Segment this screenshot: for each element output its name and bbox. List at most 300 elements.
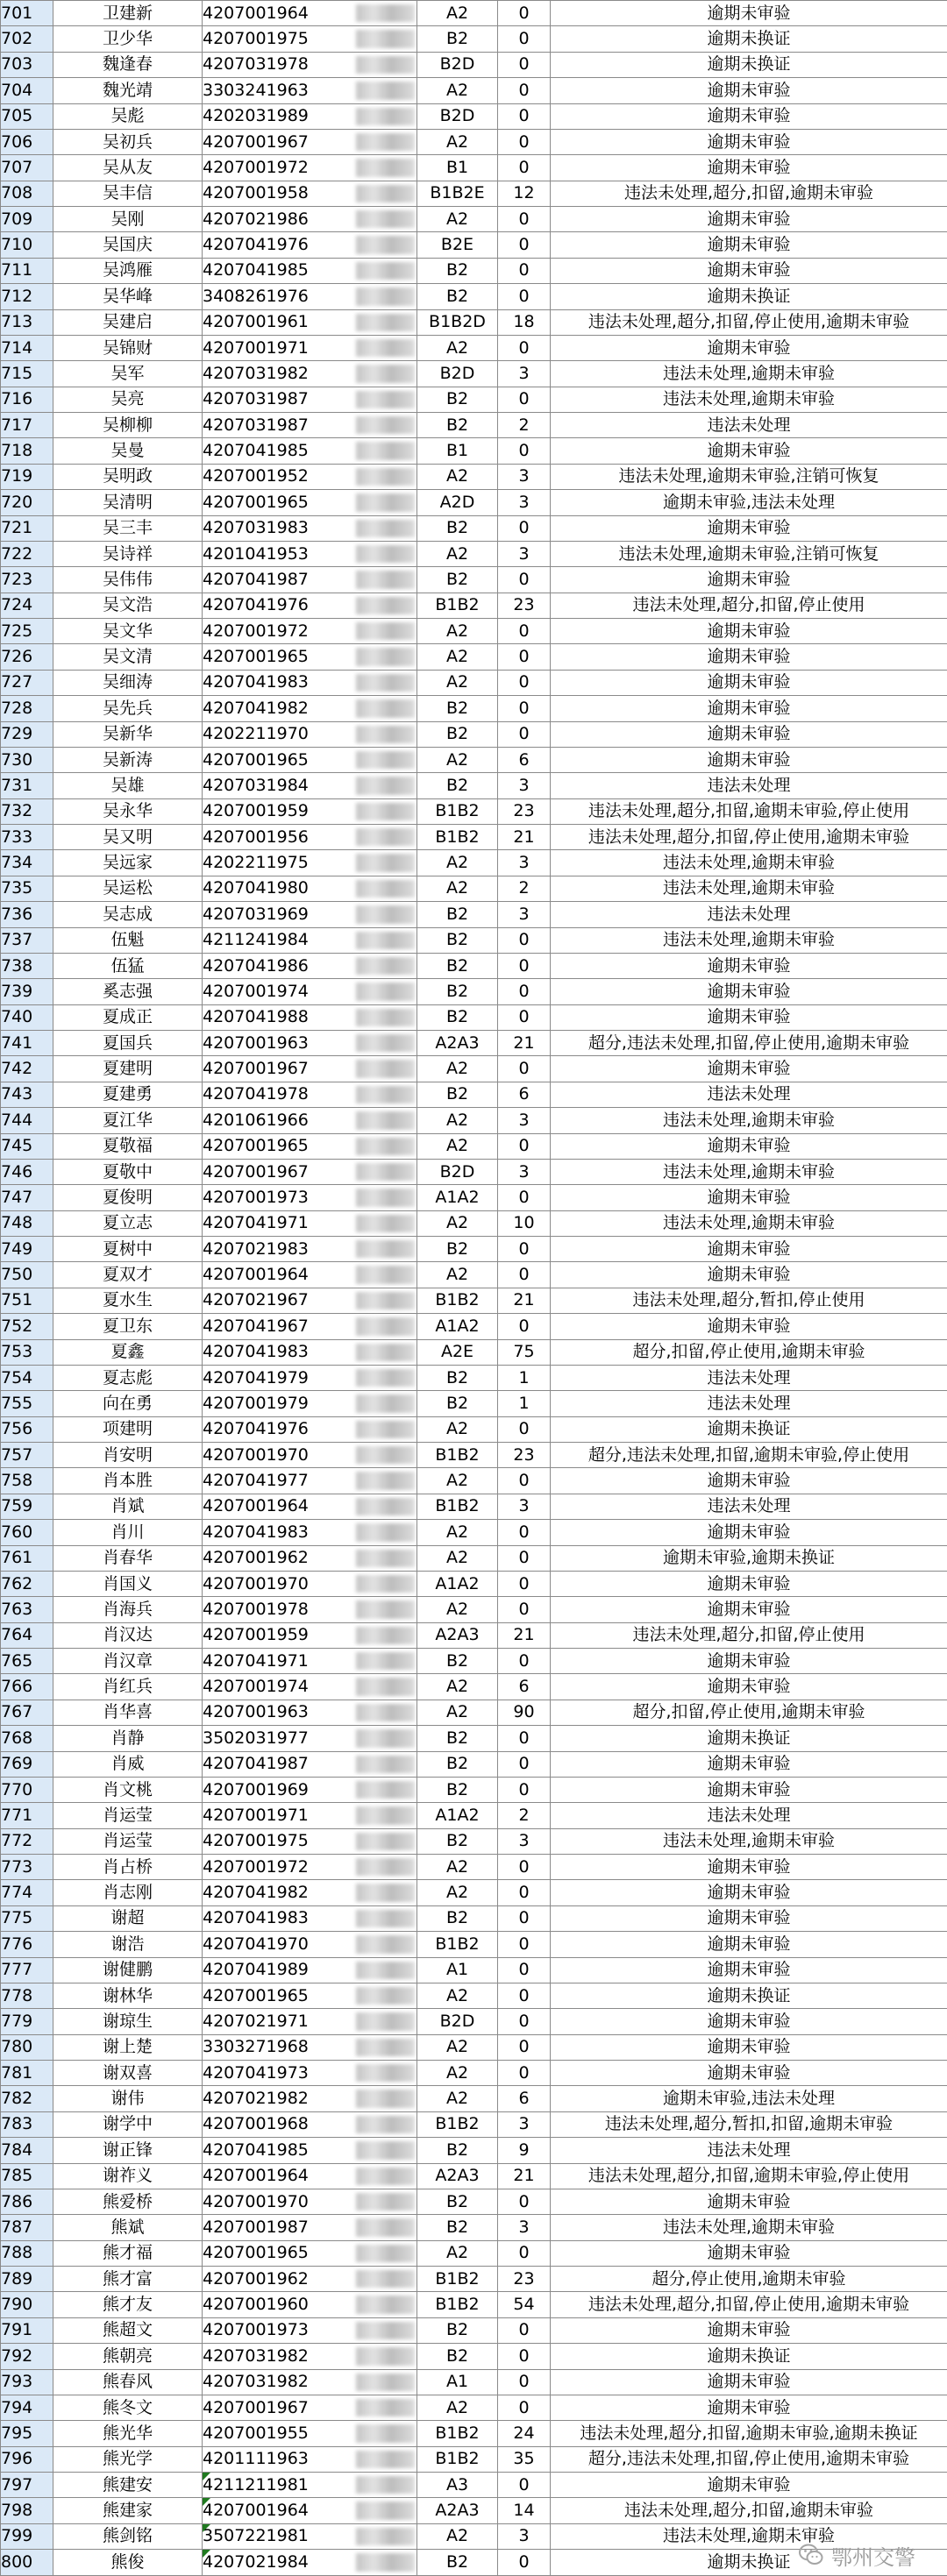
- license-class: B2: [417, 2189, 498, 2214]
- driver-name: 肖静: [53, 1726, 203, 1751]
- penalty-points: 3: [498, 464, 551, 489]
- license-class: A2: [417, 78, 498, 103]
- table-row: [1, 232, 947, 258]
- id-number: [203, 1133, 417, 1159]
- penalty-points: 0: [498, 2369, 551, 2395]
- id-number-text: 4207041976: [203, 1419, 309, 1439]
- row-number: 793: [1, 2369, 53, 2395]
- license-status: 逾期未审验: [551, 2240, 947, 2266]
- penalty-points: 0: [498, 1133, 551, 1159]
- redaction-blur: [356, 2528, 415, 2545]
- license-class: A1A2: [417, 1314, 498, 1339]
- license-status: 逾期未审验: [551, 1751, 947, 1777]
- id-number: [203, 619, 417, 644]
- license-status: 违法未处理,超分,扣留,停止使用,逾期未审验: [551, 2292, 947, 2317]
- driver-name: 夏卫东: [53, 1314, 203, 1339]
- id-number: [203, 129, 417, 154]
- row-number: 740: [1, 1004, 53, 1030]
- table-row: [1, 773, 947, 798]
- driver-name: 夏敬中: [53, 1159, 203, 1184]
- table-row: [1, 1674, 947, 1700]
- redaction-blur: [356, 1704, 415, 1721]
- license-status: 违法未处理,逾期未审验,注销可恢复: [551, 464, 947, 489]
- id-number-text: 4207001987: [203, 2217, 309, 2237]
- license-status: 逾期未审验: [551, 1777, 947, 1802]
- license-class: B2: [417, 567, 498, 593]
- redaction-blur: [356, 2116, 415, 2133]
- id-number: [203, 979, 417, 1004]
- id-number-text: 4207001964: [203, 1496, 309, 1516]
- driver-name: 奚志强: [53, 979, 203, 1004]
- license-status: 逾期未审验: [551, 1314, 947, 1339]
- license-status: 逾期未审验: [551, 644, 947, 670]
- id-number-text: 4207031978: [203, 54, 309, 75]
- id-number-text: 4207001970: [203, 1444, 309, 1465]
- table-row: [1, 541, 947, 566]
- table-row: [1, 1133, 947, 1159]
- driver-name: 熊超文: [53, 2317, 203, 2343]
- penalty-points: 3: [498, 361, 551, 387]
- redaction-blur: [356, 1600, 415, 1618]
- id-number-text: 4207041980: [203, 878, 309, 898]
- id-number: [203, 953, 417, 978]
- penalty-points: 0: [498, 438, 551, 464]
- penalty-points: 14: [498, 2498, 551, 2523]
- penalty-points: 3: [498, 2215, 551, 2240]
- id-number-text: 4207031983: [203, 518, 309, 538]
- penalty-points: 21: [498, 1031, 551, 1056]
- penalty-points: 0: [498, 2061, 551, 2086]
- id-number-text: 4207041978: [203, 1084, 309, 1104]
- license-class: A2: [417, 1262, 498, 1288]
- redaction-blur: [356, 880, 415, 898]
- row-number: 795: [1, 2421, 53, 2446]
- driver-name: 夏志彪: [53, 1365, 203, 1390]
- id-number: [203, 2292, 417, 2317]
- driver-name: 吴柳柳: [53, 413, 203, 438]
- row-number: 743: [1, 1082, 53, 1107]
- license-status: 逾期未审验: [551, 1880, 947, 1905]
- id-number: [203, 1751, 417, 1777]
- driver-name: 肖红兵: [53, 1674, 203, 1700]
- penalty-points: 0: [498, 721, 551, 747]
- license-status: 逾期未审验: [551, 1957, 947, 1983]
- id-number: [203, 1314, 417, 1339]
- license-class: B2D: [417, 1159, 498, 1184]
- id-number-text: 4207001959: [203, 801, 309, 821]
- driver-name: 熊才福: [53, 2240, 203, 2266]
- id-number: [203, 258, 417, 283]
- penalty-points: 6: [498, 1082, 551, 1107]
- redaction-blur: [356, 2193, 415, 2211]
- license-class: B1B2: [417, 1288, 498, 1313]
- license-class: A2: [417, 2034, 498, 2060]
- license-class: A2: [417, 2061, 498, 2086]
- license-status: 逾期未审验: [551, 438, 947, 464]
- redaction-blur: [356, 1781, 415, 1799]
- id-number: [203, 1777, 417, 1802]
- row-number: 723: [1, 567, 53, 593]
- id-number: [203, 1082, 417, 1107]
- row-number: 729: [1, 721, 53, 747]
- id-number: [203, 2369, 417, 2395]
- license-class: A2: [417, 129, 498, 154]
- id-number-text: 4207041985: [203, 260, 309, 280]
- penalty-points: 0: [498, 1855, 551, 1880]
- penalty-points: 0: [498, 1571, 551, 1596]
- table-row: [1, 1597, 947, 1622]
- license-status: 逾期未换证: [551, 1726, 947, 1751]
- table-row: [1, 1262, 947, 1288]
- row-number: 726: [1, 644, 53, 670]
- redaction-blur: [356, 1060, 415, 1077]
- id-number-text: 4207001967: [203, 1161, 309, 1182]
- penalty-points: 12: [498, 181, 551, 206]
- license-status: 逾期未审验: [551, 567, 947, 593]
- table-row: [1, 1726, 947, 1751]
- table-row: [1, 876, 947, 901]
- table-row: [1, 1, 947, 26]
- id-number-text: 4207001973: [203, 2320, 309, 2340]
- license-status: 逾期未审验: [551, 1056, 947, 1082]
- row-number: 800: [1, 2550, 53, 2575]
- license-class: B1B2: [417, 593, 498, 618]
- driver-name: 肖川: [53, 1520, 203, 1545]
- row-number: 799: [1, 2523, 53, 2549]
- id-number-text: 3502031977: [203, 1728, 309, 1748]
- driver-name: 夏水生: [53, 1288, 203, 1313]
- table-row: [1, 490, 947, 515]
- license-status: 违法未处理,超分,扣留,停止使用: [551, 593, 947, 618]
- table-row: [1, 902, 947, 927]
- license-status: 违法未处理: [551, 1803, 947, 1828]
- redaction-blur: [356, 1111, 415, 1129]
- penalty-points: 90: [498, 1700, 551, 1725]
- penalty-points: 0: [498, 258, 551, 283]
- redaction-blur: [356, 2399, 415, 2416]
- id-number-text: 4207001958: [203, 183, 309, 203]
- penalty-points: 0: [498, 953, 551, 978]
- id-number-text: 4207041982: [203, 698, 309, 718]
- penalty-points: 24: [498, 2421, 551, 2446]
- row-number: 702: [1, 26, 53, 52]
- penalty-points: 0: [498, 52, 551, 77]
- redaction-blur: [356, 236, 415, 253]
- license-class: B2: [417, 2215, 498, 2240]
- driver-name: 吴从友: [53, 155, 203, 181]
- id-number-text: 4201111963: [203, 2449, 309, 2469]
- driver-name: 吴清明: [53, 490, 203, 515]
- license-status: 违法未处理: [551, 1494, 947, 1519]
- license-status: 逾期未审验: [551, 696, 947, 721]
- table-row: [1, 1700, 947, 1725]
- row-number: 797: [1, 2473, 53, 2498]
- penalty-points: 0: [498, 1726, 551, 1751]
- driver-name: 熊才富: [53, 2267, 203, 2292]
- driver-name: 吴志成: [53, 902, 203, 927]
- license-class: B1B2E: [417, 181, 498, 206]
- penalty-points: 1: [498, 1391, 551, 1416]
- license-status: 违法未处理: [551, 773, 947, 798]
- id-number: [203, 2034, 417, 2060]
- penalty-points: 0: [498, 1649, 551, 1674]
- redaction-blur: [356, 185, 415, 202]
- license-class: B2: [417, 387, 498, 412]
- id-number: [203, 1905, 417, 1931]
- driver-name: 夏成正: [53, 1004, 203, 1030]
- table-row: [1, 2009, 947, 2034]
- row-number: 783: [1, 2111, 53, 2137]
- driver-name: 吴初兵: [53, 129, 203, 154]
- id-number-text: 4207001967: [203, 2397, 309, 2417]
- redaction-blur: [356, 1756, 415, 1773]
- license-class: B2: [417, 721, 498, 747]
- redaction-blur: [356, 751, 415, 769]
- penalty-points: 0: [498, 1237, 551, 1262]
- id-number-text: 4207041982: [203, 1883, 309, 1903]
- row-number: 772: [1, 1828, 53, 1854]
- table-row: [1, 1056, 947, 1082]
- license-class: B1: [417, 438, 498, 464]
- id-number: [203, 1855, 417, 1880]
- cell-flag-icon: [203, 2524, 210, 2532]
- license-class: A2: [417, 1674, 498, 1700]
- id-number-text: 4207041989: [203, 1960, 309, 1980]
- redaction-blur: [356, 391, 415, 408]
- id-number: [203, 413, 417, 438]
- penalty-points: 0: [498, 1185, 551, 1210]
- license-status: 逾期未审验: [551, 258, 947, 283]
- row-number: 708: [1, 181, 53, 206]
- table-row: [1, 155, 947, 181]
- table-row: [1, 850, 947, 876]
- driver-name: 肖占桥: [53, 1855, 203, 1880]
- row-number: 703: [1, 52, 53, 77]
- row-number: 764: [1, 1622, 53, 1648]
- redaction-blur: [356, 2322, 415, 2339]
- id-number: [203, 1056, 417, 1082]
- table-row: [1, 1545, 947, 1571]
- license-status: 违法未处理,逾期未审验: [551, 1108, 947, 1133]
- redaction-blur: [356, 1627, 415, 1644]
- penalty-points: 18: [498, 309, 551, 335]
- id-number-text: 4207001956: [203, 827, 309, 847]
- id-number-text: 4207021982: [203, 2089, 309, 2109]
- license-class: A2: [417, 464, 498, 489]
- row-number: 732: [1, 798, 53, 824]
- license-class: A2D: [417, 490, 498, 515]
- penalty-points: 0: [498, 1597, 551, 1622]
- id-number: [203, 78, 417, 103]
- id-number: [203, 52, 417, 77]
- license-status: 违法未处理,超分,扣留,停止使用,逾期未审验: [551, 309, 947, 335]
- license-status: 逾期未审验: [551, 1520, 947, 1545]
- license-class: A2: [417, 2523, 498, 2549]
- row-number: 771: [1, 1803, 53, 1828]
- driver-name: 魏光靖: [53, 78, 203, 103]
- id-number-text: 4207001972: [203, 157, 309, 177]
- id-number: [203, 438, 417, 464]
- license-class: A2: [417, 670, 498, 695]
- penalty-points: 23: [498, 593, 551, 618]
- id-number-text: 4207001972: [203, 621, 309, 641]
- table-row: [1, 1957, 947, 1983]
- redaction-blur: [356, 1523, 415, 1541]
- driver-name: 吴彪: [53, 103, 203, 129]
- id-number-text: 4207001965: [203, 1985, 309, 2005]
- driver-name: 吴先兵: [53, 696, 203, 721]
- id-number-text: 4207031982: [203, 363, 309, 383]
- license-status: 逾期未审验: [551, 207, 947, 232]
- license-status: 逾期未换证: [551, 2344, 947, 2369]
- driver-name: 肖海兵: [53, 1597, 203, 1622]
- redaction-blur: [356, 983, 415, 1000]
- redaction-blur: [356, 1678, 415, 1695]
- id-number-text: 4207031982: [203, 2372, 309, 2392]
- license-status: 逾期未审验: [551, 2317, 947, 2343]
- driver-name: 肖汉章: [53, 1649, 203, 1674]
- license-status: 超分,违法未处理,扣留,停止使用,逾期未审验: [551, 2446, 947, 2472]
- row-number: 785: [1, 2163, 53, 2189]
- license-class: B2: [417, 979, 498, 1004]
- table-row: [1, 2292, 947, 2317]
- id-number: [203, 181, 417, 206]
- wechat-icon: [798, 2542, 824, 2568]
- license-status: 违法未处理: [551, 413, 947, 438]
- id-number: [203, 2344, 417, 2369]
- license-status: 逾期未审验: [551, 1571, 947, 1596]
- id-number: [203, 2421, 417, 2446]
- id-number: [203, 1957, 417, 1983]
- row-number: 796: [1, 2446, 53, 2472]
- redaction-blur: [356, 1009, 415, 1026]
- license-status: 逾期未审验,逾期未换证: [551, 1545, 947, 1571]
- id-number-text: 4207001963: [203, 1033, 309, 1053]
- penalty-points: 0: [498, 103, 551, 129]
- row-number: 739: [1, 979, 53, 1004]
- license-class: B2: [417, 26, 498, 52]
- driver-name: 熊冬文: [53, 2395, 203, 2420]
- id-number: [203, 1262, 417, 1288]
- id-number: [203, 927, 417, 953]
- driver-name: 谢上楚: [53, 2034, 203, 2060]
- license-class: A2: [417, 1, 498, 26]
- license-class: B2: [417, 1777, 498, 1802]
- license-status: 违法未处理,逾期未审验: [551, 387, 947, 412]
- redaction-blur: [356, 2218, 415, 2236]
- id-number-text: 4207041979: [203, 1367, 309, 1387]
- id-number: [203, 1932, 417, 1957]
- license-status: 逾期未审验: [551, 129, 947, 154]
- id-number: [203, 1468, 417, 1494]
- penalty-points: 0: [498, 979, 551, 1004]
- redaction-blur: [356, 1962, 415, 1979]
- license-class: B1B2: [417, 2267, 498, 2292]
- license-class: A2: [417, 2086, 498, 2111]
- id-number-text: 4207001959: [203, 1625, 309, 1645]
- license-status: 违法未处理,逾期未审验: [551, 1828, 947, 1854]
- license-status: 逾期未审验: [551, 155, 947, 181]
- id-number: [203, 2240, 417, 2266]
- redaction-blur: [356, 1138, 415, 1155]
- table-row: [1, 2369, 947, 2395]
- row-number: 781: [1, 2061, 53, 2086]
- license-status: 逾期未审验: [551, 335, 947, 360]
- penalty-points: 0: [498, 2317, 551, 2343]
- redaction-blur: [356, 1344, 415, 1361]
- license-class: B2: [417, 2344, 498, 2369]
- driver-name: 吴远家: [53, 850, 203, 876]
- row-number: 737: [1, 927, 53, 953]
- table-row: [1, 1443, 947, 1468]
- row-number: 735: [1, 876, 53, 901]
- redaction-blur: [356, 1652, 415, 1670]
- penalty-points: 0: [498, 1468, 551, 1494]
- redaction-blur: [356, 133, 415, 151]
- row-number: 756: [1, 1416, 53, 1442]
- penalty-points: 0: [498, 1004, 551, 1030]
- redaction-blur: [356, 2476, 415, 2494]
- penalty-points: 21: [498, 825, 551, 850]
- id-number: [203, 2267, 417, 2292]
- driver-name: 谢健鹏: [53, 1957, 203, 1983]
- driver-name: 谢林华: [53, 1983, 203, 2008]
- license-class: A1: [417, 2369, 498, 2395]
- driver-name: 肖运莹: [53, 1803, 203, 1828]
- row-number: 790: [1, 2292, 53, 2317]
- driver-name: 谢正锋: [53, 2138, 203, 2163]
- id-number-text: 4207041967: [203, 1316, 309, 1336]
- driver-name: 吴文浩: [53, 593, 203, 618]
- penalty-points: 23: [498, 1443, 551, 1468]
- id-number-text: 4207041973: [203, 2062, 309, 2083]
- driver-name: 吴华峰: [53, 284, 203, 309]
- table-row: [1, 1932, 947, 1957]
- redaction-blur: [356, 1833, 415, 1850]
- driver-name: 谢伟: [53, 2086, 203, 2111]
- id-number-text: 4207001965: [203, 1136, 309, 1156]
- driver-name: 夏树中: [53, 1237, 203, 1262]
- license-class: A2: [417, 207, 498, 232]
- license-class: A2E: [417, 1339, 498, 1365]
- license-class: A2: [417, 1416, 498, 1442]
- license-class: A2: [417, 2240, 498, 2266]
- license-status: 逾期未审验: [551, 1905, 947, 1931]
- table-row: [1, 2421, 947, 2446]
- license-class: A2: [417, 619, 498, 644]
- row-number: 789: [1, 2267, 53, 2292]
- license-status: 违法未处理,逾期未审验,注销可恢复: [551, 541, 947, 566]
- id-number: [203, 2317, 417, 2343]
- penalty-points: 3: [498, 902, 551, 927]
- redaction-blur: [356, 1806, 415, 1824]
- row-number: 791: [1, 2317, 53, 2343]
- driver-name: 夏敬福: [53, 1133, 203, 1159]
- row-number: 734: [1, 850, 53, 876]
- id-number-text: 4207001964: [203, 2166, 309, 2186]
- id-number-text: 4207001964: [203, 3, 309, 23]
- driver-name: 谢琼生: [53, 2009, 203, 2034]
- redaction-blur: [356, 1292, 415, 1309]
- id-number-text: 4207001955: [203, 2423, 309, 2443]
- penalty-points: 54: [498, 2292, 551, 2317]
- row-number: 704: [1, 78, 53, 103]
- redaction-blur: [356, 1550, 415, 1567]
- table-row: [1, 2240, 947, 2266]
- driver-name: 熊光华: [53, 2421, 203, 2446]
- row-number: 792: [1, 2344, 53, 2369]
- row-number: 757: [1, 1443, 53, 1468]
